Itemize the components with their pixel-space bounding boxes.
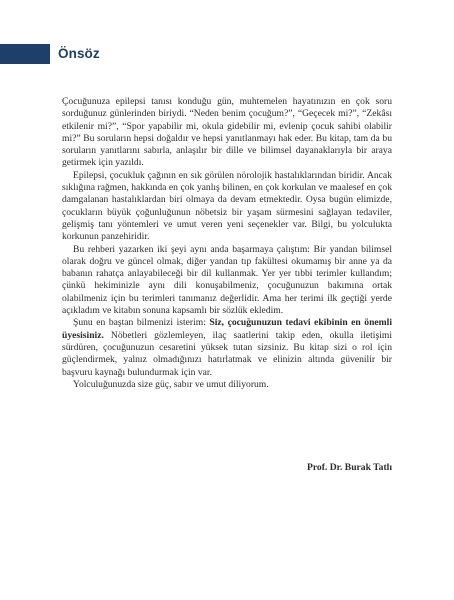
author-signature: Prof. Dr. Burak Tatlı <box>306 462 392 473</box>
paragraph-4-lead: Şunu en baştan bilmenizi isterim: <box>73 317 210 329</box>
paragraph-4-emphasis: Siz, çocuğunuzun tedavi ekibinin en önemli üyesisiniz. <box>62 317 392 341</box>
paragraph-3: Bu rehberi yazarken iki şeyi aynı anda başarmaya çalıştım: Bir yandan bilimsel olarak doğru ve güncel olmak, diğer yandan tıp fakültesi okumamış bir anne ya da babanın rahatça anlayabileceği bir dil kullanmak. Yer yer tıbbi terimler kullandım; çünkü hekiminizle aynı dili konuşabilmeniz, çocuğunuzun bakımına ortak olabilmeniz için bu terimleri tanımanız değerlidir. Ama her terimi ilk geçtiği yerde açıkladım ve kitabın sonuna kapsamlı bir sözlük ekledim. <box>62 243 392 317</box>
paragraph-5: Yolculuğunuzda size güç, sabır ve umut diliyorum. <box>73 378 269 390</box>
paragraph-2: Epilepsi, çocukluk çağının en sık görülen nörolojik hastalıklarından biridir. Ancak sıklığına rağmen, hakkında en çok yanlış bilinen, en çok korkulan ve maalesef en çok damgalanan hastalıklardan biri olmaya da devam etmektedir. Oysa bugün elimizde, çocukların büyük çoğunluğunun nöbetsiz bir yaşam sürmesini sağlayan tedaviler, gelişmiş tanı yöntemleri ve umut veren yeni seçenekler var. Bilgi, bu yolculukta korkunun panzehiridir. <box>62 169 392 243</box>
paragraph-4 <box>62 317 392 378</box>
paragraph-1: Çocuğunuza epilepsi tanısı konduğu gün, muhtemelen hayatınızın en çok soru sorduğunuz günlerinden biriydi. “Neden benim çocuğum?”, “Geçecek mi?”, “Zekâsı etkilenir mi?”, “Spor yapabilir mi, okula gidebilir mi, evlenip çocuk sahibi olabilir mi?” Bu soruların hepsi doğaldır ve hepsi yanıtlanmayı hak eder. Bu kitap, tam da bu soruların yanıtlarını sabırla, anlaşılır bir dille ve bilimsel dayanaklarıyla bir araya getirmek için yazıldı. <box>62 96 392 169</box>
preface-body <box>62 96 392 391</box>
section-title: Önsöz <box>58 46 100 61</box>
section-header-bar <box>0 44 50 64</box>
paragraph-4-rest: Nöbetleri gözlemleyen, ilaç saatlerini takip eden, okulla iletişimi sürdüren, çocuğunuzun cesaretini yüksek tutan sizsiniz. Bu kitap sizi o rol için güçlendirmek, yalnız olmadığınızı hatırlatmak ve elinizin altında güvenilir bir başvuru kaynağı bulundurmak için var. <box>62 329 392 378</box>
